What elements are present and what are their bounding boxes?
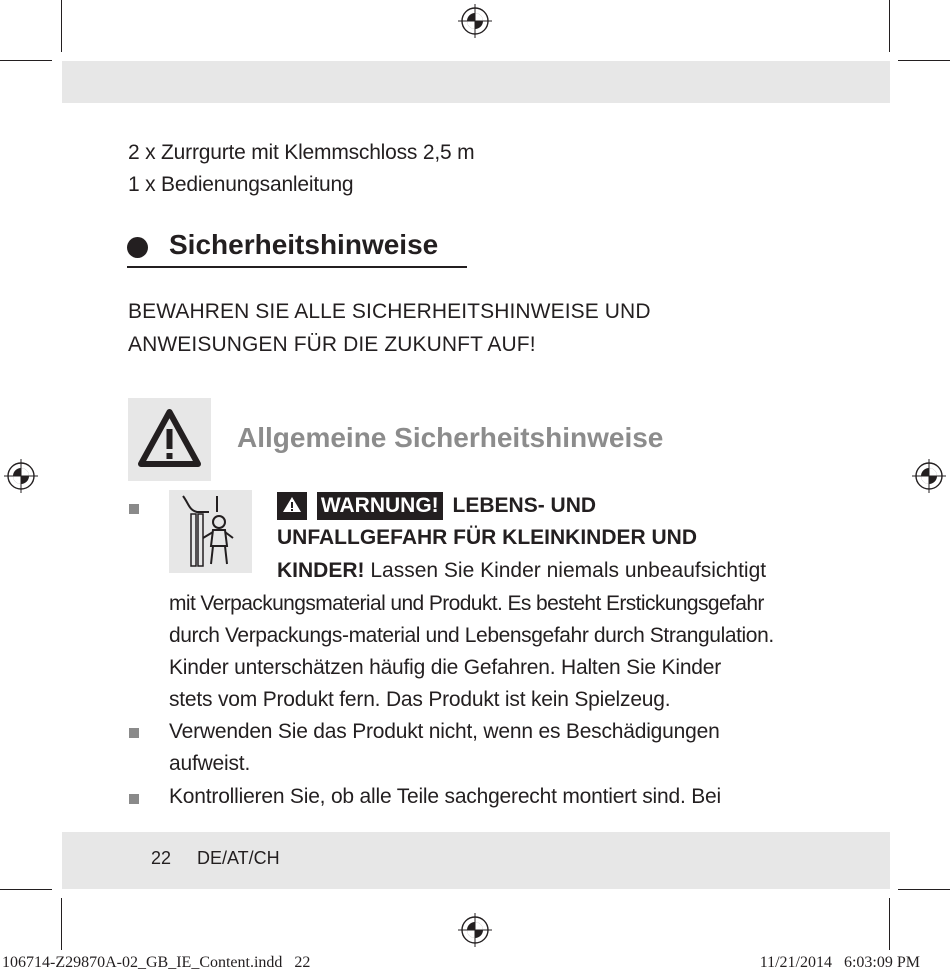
registration-mark-top-icon [458, 4, 492, 38]
warning-heading-line-3 [277, 557, 766, 585]
footer-band [62, 832, 890, 889]
warning-badge [277, 492, 307, 520]
warning-text-line-3: Lassen Sie Kinder niemals unbeaufsichtigt [370, 559, 767, 582]
slug-timestamp: 11/21/2014 6:03:09 PM [759, 954, 920, 971]
registration-mark-right-icon [912, 459, 946, 493]
list-bullet-3 [129, 794, 139, 804]
contents-line-2: 1 x Bedienungsanleitung [128, 173, 354, 196]
list-bullet-1 [129, 504, 139, 514]
warning-label: WARNUNG! [317, 492, 443, 520]
section-bullet-icon [127, 237, 148, 258]
warning-small-icon [281, 495, 303, 514]
bullet-3-line-1: Kontrollieren Sie, ob alle Teile sachgerecht montiert sind. Bei [169, 785, 721, 808]
section-title-underline [127, 266, 467, 268]
keep-instructions-line-2: ANWEISUNGEN FÜR DIE ZUKUNFT AUF! [128, 333, 536, 356]
crop-mark-bottom-left-v [61, 898, 62, 950]
keep-instructions-line-1: BEWAHREN SIE ALLE SICHERHEITSHINWEISE UND [128, 300, 651, 323]
crop-mark-top-right-h [898, 60, 950, 61]
header-band [62, 61, 890, 103]
crop-mark-bottom-right-h [898, 889, 950, 890]
warning-heading-part-1: LEBENS- UND [452, 494, 597, 517]
warning-text-line-4: mit Verpackungsmaterial und Produkt. Es besteht Erstickungsgefahr [169, 592, 764, 615]
warning-triangle-icon [128, 398, 211, 481]
crop-mark-top-right-v [889, 0, 890, 52]
crop-mark-bottom-right-v [889, 898, 890, 950]
bullet-2-line-1: Verwenden Sie das Produkt nicht, wenn es Beschädigungen [169, 720, 720, 743]
warning-text-line-5: durch Verpackungs-material und Lebensgefahr durch Strangulation. [169, 624, 774, 647]
child-hazard-icon-box [169, 490, 252, 573]
warning-icon-box [128, 398, 211, 481]
crop-mark-bottom-left-h [0, 889, 52, 890]
bullet-2-line-2: aufweist. [169, 752, 251, 775]
registration-mark-bottom-icon [458, 913, 492, 947]
child-strangulation-icon [169, 490, 252, 573]
locale-label: DE/AT/CH [197, 848, 280, 868]
crop-mark-top-left-v [61, 0, 62, 52]
warning-heading-line-1 [277, 492, 596, 520]
slug-filename: 106714-Z29870A-02_GB_IE_Content.indd 22 [2, 954, 311, 971]
registration-mark-left-icon [4, 459, 38, 493]
warning-heading-line-2: UNFALLGEFAHR FÜR KLEINKINDER UND [277, 526, 697, 549]
crop-mark-top-left-h [0, 60, 52, 61]
warning-text-line-6: Kinder unterschätzen häufig die Gefahren. Halten Sie Kinder [169, 656, 722, 679]
warning-text-line-7: stets vom Produkt fern. Das Produkt ist kein Spielzeug. [169, 688, 671, 711]
general-safety-title: Allgemeine Sicherheitshinweise [237, 422, 664, 453]
page-number: 22 [151, 848, 172, 868]
warning-heading-part-3: KINDER! [277, 559, 365, 582]
list-bullet-2 [129, 728, 139, 738]
section-title: Sicherheitshinweise [169, 229, 439, 260]
contents-line-1: 2 x Zurrgurte mit Klemmschloss 2,5 m [128, 141, 475, 164]
